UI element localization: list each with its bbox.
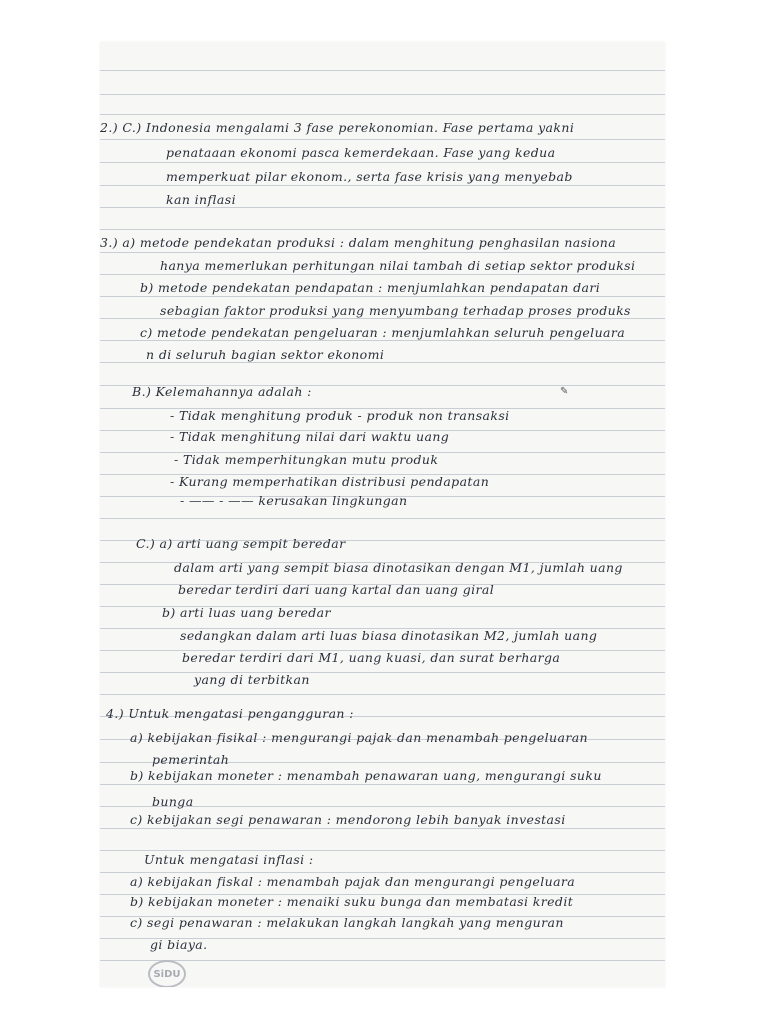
ruled-line: [100, 362, 665, 363]
broad-money-line-1: sedangkan dalam arti luas biasa dinotasikan M2, jumlah uang: [180, 628, 598, 643]
inflation-c-line-2: gi biaya.: [150, 937, 208, 952]
ruled-line: [100, 252, 665, 253]
weakness-item-1: - Tidak menghitung produk - produk non transaksi: [170, 408, 510, 423]
ruled-line: [100, 694, 665, 695]
unemployment-c-line-1: c) kebijakan segi penawaran : mendorong lebih banyak investasi: [130, 812, 566, 827]
inflation-b-line: b) kebijakan moneter : menaiki suku bunga dan membatasi kredit: [130, 894, 574, 909]
ruled-line: [100, 296, 665, 297]
ruled-line: [100, 828, 665, 829]
weakness-item-5: - —— - —— kerusakan lingkungan: [180, 493, 408, 508]
unemployment-b-line-1: b) kebijakan moneter : menambah penawaran uang, mengurangi suku: [130, 768, 602, 783]
inflation-a-line: a) kebijakan fiskal : menambah pajak dan mengurangi pengeluara: [130, 874, 576, 889]
ruled-line: [100, 672, 665, 673]
inflation-c-line-1: c) segi penawaran : melakukan langkah langkah yang menguran: [130, 915, 564, 930]
answer-3c-line-2: n di seluruh bagian sektor ekonomi: [146, 347, 385, 362]
weakness-item-4: - Kurang memperhatikan distribusi pendapatan: [170, 474, 490, 489]
ruled-line: [100, 207, 665, 208]
ruled-line: [100, 784, 665, 785]
answer-2c-line-4: kan inflasi: [166, 192, 236, 207]
answer-3b-heading: B.) Kelemahannya adalah :: [132, 384, 312, 399]
ruled-line: [100, 229, 665, 230]
answer-3b-line-1: b) metode pendekatan pendapatan : menjumlahkan pendapatan dari: [140, 280, 601, 295]
answer-4-heading: 4.) Untuk mengatasi pengangguran :: [106, 706, 354, 721]
broad-money-line-3: yang di terbitkan: [194, 672, 310, 687]
unemployment-b-line-2: bunga: [152, 794, 194, 809]
broad-money-line-2: beredar terdiri dari M1, uang kuasi, dan surat berharga: [182, 650, 561, 665]
answer-2c-line-1: 2.) C.) Indonesia mengalami 3 fase perekonomian. Fase pertama yakni: [100, 120, 575, 135]
ruled-line: [100, 960, 665, 961]
ruled-line: [100, 318, 665, 319]
answer-3a-line-1: 3.) a) metode pendekatan produksi : dalam menghitung penghasilan nasiona: [100, 235, 617, 250]
unemployment-a-line-1: a) kebijakan fisikal : mengurangi pajak dan menambah pengeluaran: [130, 730, 588, 745]
ruled-line: [100, 162, 665, 163]
ruled-line: [100, 340, 665, 341]
answer-3a-line-2: hanya memerlukan perhitungan nilai tambah di setiap sektor produksi: [160, 258, 636, 273]
ruled-line: [100, 872, 665, 873]
answer-3c-line-1: c) metode pendekatan pengeluaran : menjumlahkan seluruh pengeluara: [140, 325, 626, 340]
ruled-line: [100, 94, 665, 95]
broad-money-heading: b) arti luas uang beredar: [162, 605, 331, 620]
inflation-heading: Untuk mengatasi inflasi :: [144, 852, 314, 867]
narrow-money-line-1: dalam arti yang sempit biasa dinotasikan dengan M1, jumlah uang: [174, 560, 623, 575]
answer-2c-line-2: penataaan ekonomi pasca kemerdekaan. Fase yang kedua: [166, 145, 556, 160]
unemployment-a-line-2: pemerintah: [152, 752, 230, 767]
ruled-line: [100, 70, 665, 71]
notebook-page: [100, 42, 665, 987]
weakness-item-3: - Tidak memperhitungkan mutu produk: [174, 452, 439, 467]
ruled-line: [100, 274, 665, 275]
answer-3b-line-2: sebagian faktor produksi yang menyumbang terhadap proses produks: [160, 303, 631, 318]
narrow-money-line-2: beredar terdiri dari uang kartal dan uang giral: [178, 582, 495, 597]
ruled-line: [100, 139, 665, 140]
weakness-item-2: - Tidak menghitung nilai dari waktu uang: [170, 429, 450, 444]
ruled-line: [100, 850, 665, 851]
notebook-logo: SiDU: [148, 960, 186, 987]
ruled-line: [100, 518, 665, 519]
scribble-mark: ✎: [560, 386, 569, 397]
answer-2c-line-3: memperkuat pilar ekonom., serta fase krisis yang menyebab: [166, 169, 573, 184]
answer-3c-heading: C.) a) arti uang sempit beredar: [136, 536, 346, 551]
ruled-line: [100, 114, 665, 115]
ruled-line: [100, 185, 665, 186]
